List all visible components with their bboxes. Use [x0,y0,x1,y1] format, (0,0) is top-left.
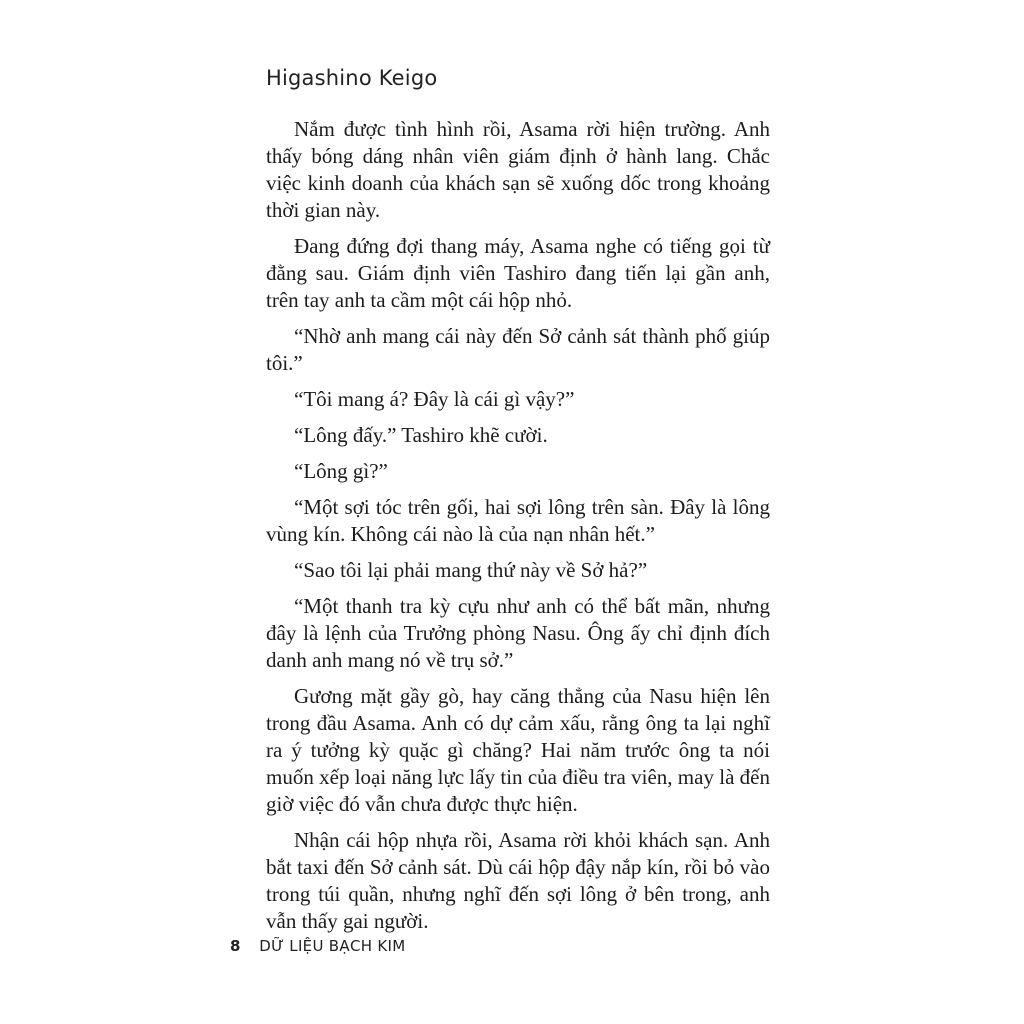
page-footer [230,937,406,955]
paragraph: “Lông gì?” [294,459,388,483]
paragraph: Nắm được tình hình rồi, Asama rời hiện trường. Anh thấy bóng dáng nhân viên giám định ở hành lang. Chắc việc kinh doanh của khách sạn sẽ xuống dốc trong khoảng thời gian này. [266,117,770,222]
paragraph: Đang đứng đợi thang máy, Asama nghe có tiếng gọi từ đằng sau. Giám định viên Tashiro đang tiến lại gần anh, trên tay anh ta cầm một cái hộp nhỏ. [266,234,770,312]
paragraph: “Một thanh tra kỳ cựu như anh có thể bất mãn, nhưng đây là lệnh của Trưởng phòng Nasu. Ông ấy chỉ định đích danh anh mang nó về trụ sở.” [266,594,770,672]
page-body [266,116,770,944]
paragraph: “Nhờ anh mang cái này đến Sở cảnh sát thành phố giúp tôi.” [266,324,770,375]
running-footer-book-title: DỮ LIỆU BẠCH KIM [259,937,406,955]
page-number: 8 [230,937,241,955]
paragraph: “Tôi mang á? Đây là cái gì vậy?” [294,387,575,411]
paragraph: Gương mặt gầy gò, hay căng thẳng của Nasu hiện lên trong đầu Asama. Anh có dự cảm xấu, rằng ông ta lại nghĩ ra ý tưởng kỳ quặc gì chăng? Hai năm trước ông ta nói muốn xếp loại năng lực lấy tin của điều tra viên, may là đến giờ việc đó vẫn chưa được thực hiện. [266,684,770,816]
paragraph: Nhận cái hộp nhựa rồi, Asama rời khỏi khách sạn. Anh bắt taxi đến Sở cảnh sát. Dù cái hộp đậy nắp kín, rồi bỏ vào trong túi quần, nhưng nghĩ đến sợi lông ở bên trong, anh vẫn thấy gai người. [266,828,770,933]
running-header-author: Higashino Keigo [266,66,438,90]
paragraph: “Sao tôi lại phải mang thứ này về Sở hả?” [294,558,648,582]
paragraph: “Một sợi tóc trên gối, hai sợi lông trên sàn. Đây là lông vùng kín. Không cái nào là của nạn nhân hết.” [266,495,770,546]
paragraph: “Lông đấy.” Tashiro khẽ cười. [294,423,548,447]
